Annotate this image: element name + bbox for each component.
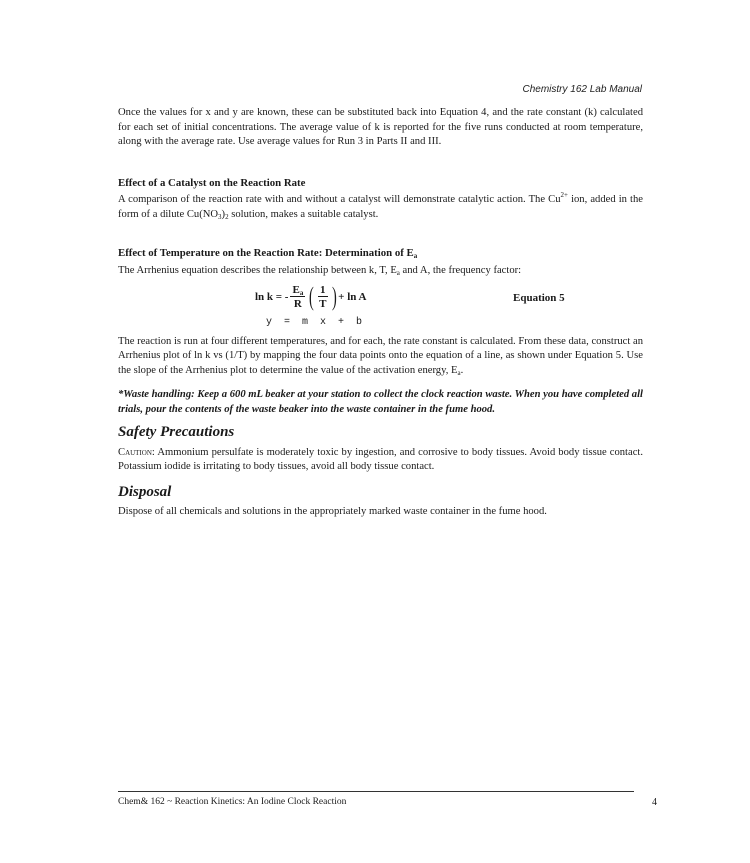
ea-subscript: a [299, 289, 304, 297]
left-paren: ( [309, 282, 315, 311]
equation-rhs: + ln A [338, 290, 367, 303]
t-denominator: T [319, 298, 327, 310]
arrhenius-plot-sub: a [457, 368, 461, 377]
temperature-heading-sub: a [413, 252, 418, 260]
footer-course-title: Chem& 162 ~ Reaction Kinetics: An Iodine Clock Reaction [118, 797, 347, 807]
caution-paragraph [118, 446, 643, 475]
arrhenius-intro [118, 264, 643, 279]
arrhenius-plot-text: The reaction is run at four different temperatures, and for each, the rate constant is calculated. From these data, construct an Arrhenius plot of ln k vs (1/T) by mapping the four data points onto the equation of a line, as shown under Equation 5. Use the slope of the Arrhenius plot to determine the value of the activation energy, E [118, 335, 643, 376]
linear-form: y = m x + b [266, 317, 363, 328]
caution-text: Ammonium persulfate is moderately toxic by ingestion, and corrosive to body tissues. Avoid body tissue contact. Potassium iodide is irritating to body tissues, avoid all body tissue contact. [118, 446, 643, 472]
equation-lhs: ln k = - [255, 290, 289, 303]
arrhenius-intro-b: and A, the frequency factor: [399, 264, 522, 276]
arrhenius-plot-paragraph [118, 335, 643, 379]
catalyst-text-b: ion, added in the form of a dilute Cu(NO [118, 194, 643, 220]
arrhenius-equation [118, 280, 643, 314]
catalyst-paragraph [118, 193, 643, 222]
safety-heading: Safety Precautions [118, 424, 235, 440]
catalyst-paren: ) [221, 208, 226, 220]
arrhenius-intro-a: The Arrhenius equation describes the relationship between k, T, E [118, 264, 397, 276]
caution-label: Caution: [118, 446, 155, 458]
r-denominator: R [293, 298, 302, 310]
disposal-paragraph: Dispose of all chemicals and solutions in the appropriately marked waste container in the fume hood. [118, 506, 547, 517]
copper-charge: 2+ [560, 191, 568, 199]
ea-symbol: E [292, 284, 300, 296]
catalyst-text-c: solution, makes a suitable catalyst. [228, 208, 379, 220]
ea-over-r [290, 284, 305, 310]
page-content [118, 106, 643, 520]
catalyst-heading: Effect of a Catalyst on the Reaction Rate [118, 176, 306, 189]
ea-numerator [290, 284, 305, 297]
temperature-heading-text: Effect of Temperature on the Reaction Rate: Determination of E [118, 247, 414, 259]
one-numerator: 1 [320, 284, 326, 296]
equation-body [255, 284, 366, 310]
arrhenius-intro-sub: a [396, 268, 400, 277]
waste-handling-note: *Waste handling: Keep a 600 mL beaker at your station to collect the clock reaction waste. When you have completed all trials, pour the contents of the waste beaker into the waste container in the fume hood. [118, 389, 643, 415]
running-header: Chemistry 162 Lab Manual [522, 84, 642, 95]
footer-rule [118, 791, 634, 792]
disposal-heading: Disposal [118, 483, 172, 500]
right-paren: ) [331, 282, 337, 311]
page-number: 4 [652, 797, 657, 808]
one-over-t [318, 284, 328, 310]
temperature-heading [118, 246, 643, 261]
intro-paragraph: Once the values for x and y are known, these can be substituted back into Equation 4, and the rate constant (k) calculated for each set of initial concentrations. The average value of k is reported for the five runs conducted at room temperature, along with the average rate. Use average values for Run 3 in Parts II and III. [118, 107, 643, 147]
catalyst-text-a: A comparison of the reaction rate with and without a catalyst will demonstrate catalytic action. The Cu [118, 194, 561, 205]
formula-subscript: 2 [225, 212, 229, 221]
arrhenius-plot-end: . [460, 364, 464, 376]
nitrate-subscript: 3 [218, 212, 222, 221]
equation-label: Equation 5 [513, 292, 565, 304]
